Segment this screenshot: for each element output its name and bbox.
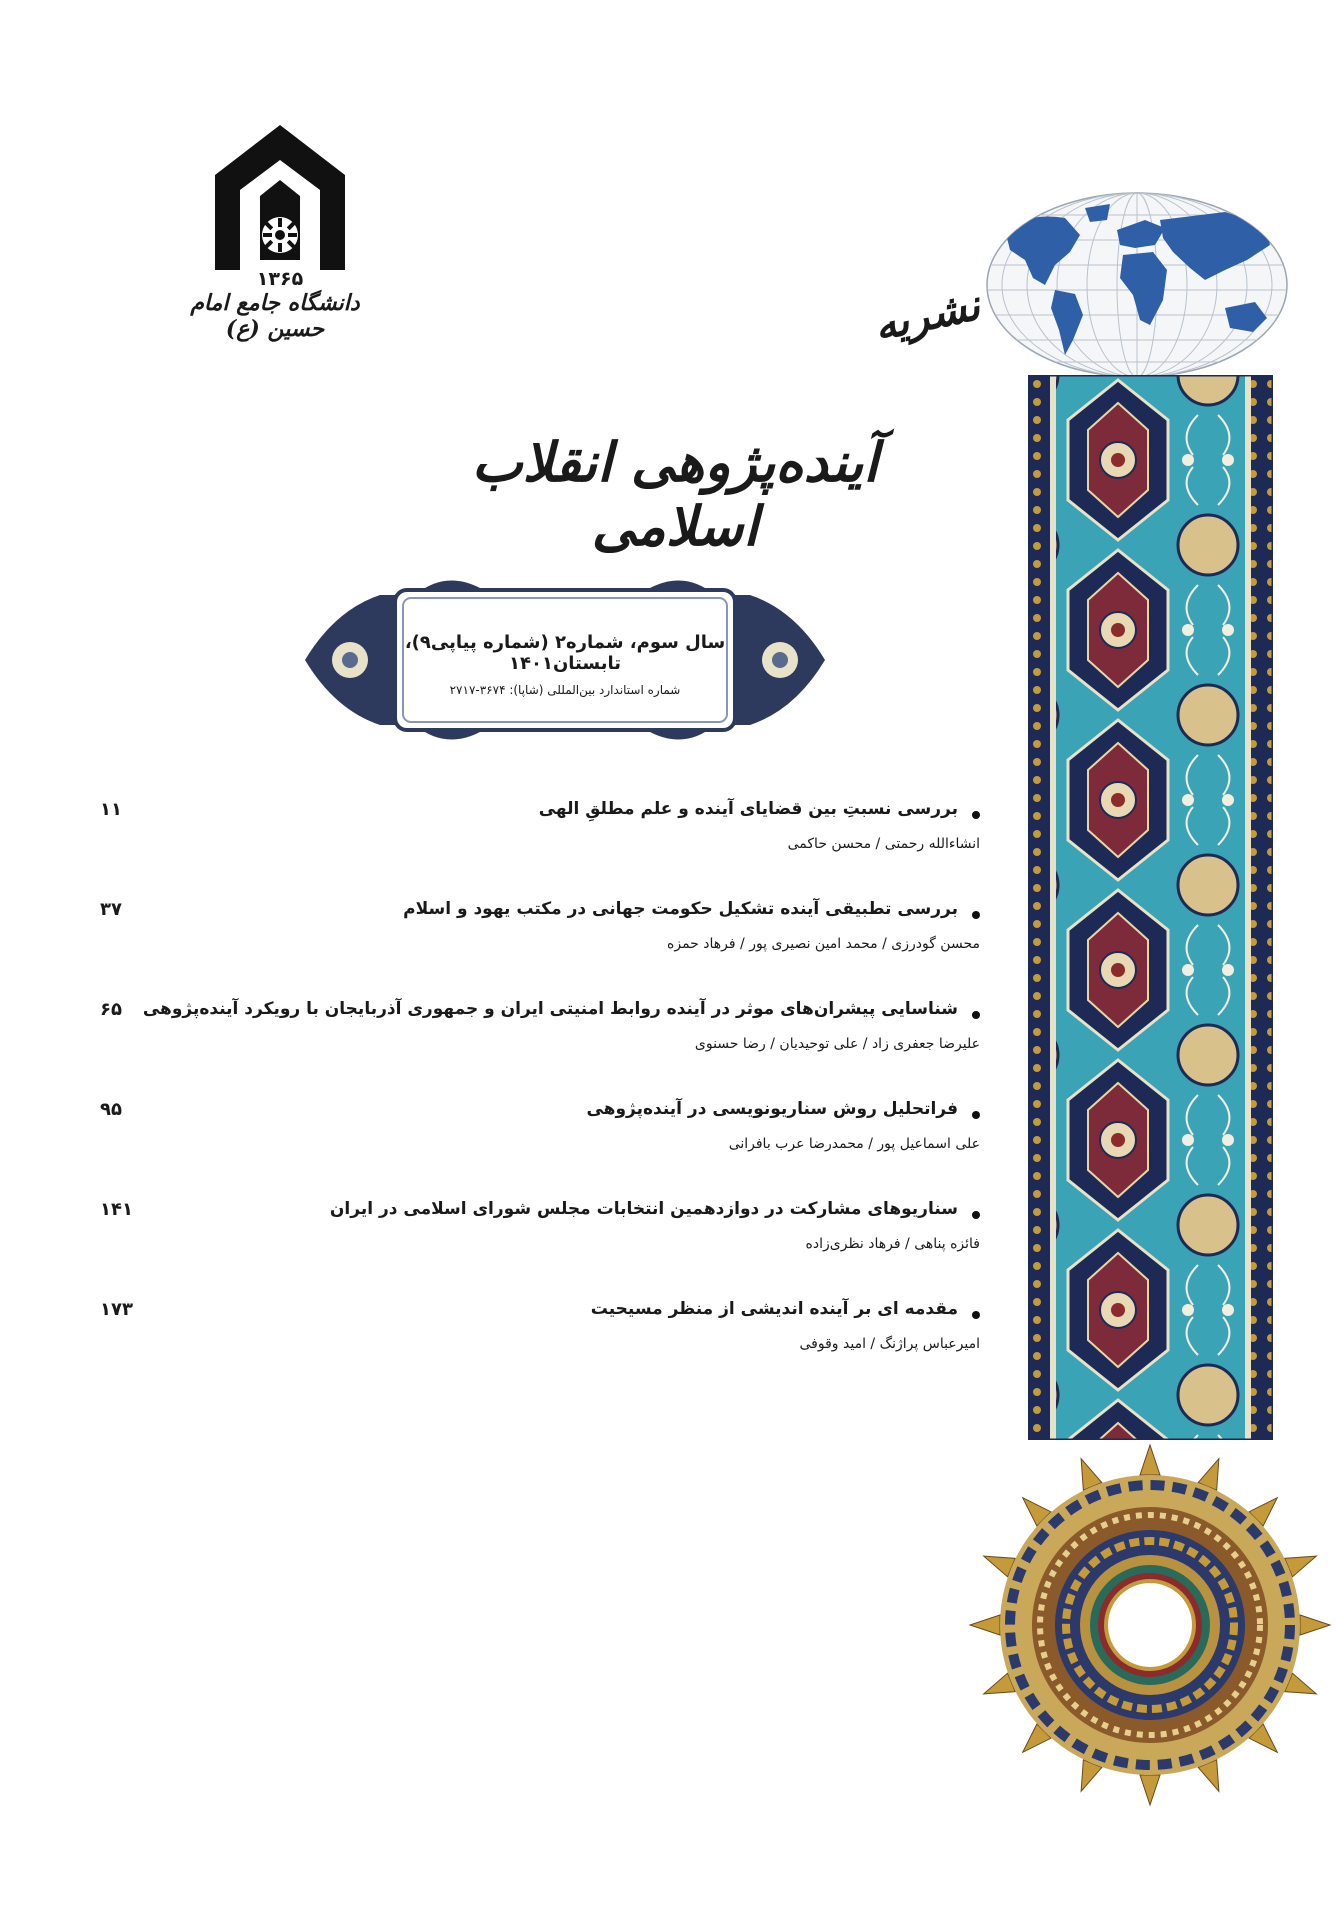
issn-line: شماره استاندارد بین‌المللی (شاپا): ۳۶۷۴-۲۷۱۷ xyxy=(449,683,681,697)
toc-article-title: فراتحلیل روش سناریونویسی در آینده‌پژوهی xyxy=(586,1099,958,1119)
toc-entry[interactable] xyxy=(100,1099,980,1185)
journal-label: نشریه xyxy=(869,280,985,351)
toc-article-authors: علی اسماعیل پور / محمدرضا عرب بافرانی xyxy=(728,1136,980,1152)
toc-entry[interactable] xyxy=(100,899,980,985)
bullet-icon xyxy=(972,1111,980,1119)
toc-entry[interactable] xyxy=(100,1199,980,1285)
bullet-icon xyxy=(972,1311,980,1319)
toc-article-authors: فائزه پناهی / فرهاد نظری‌زاده xyxy=(805,1236,980,1252)
bullet-icon xyxy=(972,811,980,819)
issue-volume-line: سال سوم، شماره۲ (شماره پیاپی۹)، تابستان۱۴۰۱ xyxy=(404,632,726,674)
toc-article-title: بررسی نسبتِ بین قضایای آینده و علم مطلقِ الهی xyxy=(538,799,958,819)
toc-page-number: ۶۵ xyxy=(100,999,122,1020)
toc-entry[interactable] xyxy=(100,1299,980,1385)
decorative-rosette xyxy=(965,1440,1335,1810)
toc-article-title: بررسی تطبیقی آینده تشکیل حکومت جهانی در مکتب یهود و اسلام xyxy=(403,899,958,919)
toc-page-number: ۱۷۳ xyxy=(100,1299,133,1320)
toc-page-number: ۱۱ xyxy=(100,799,122,820)
bullet-icon xyxy=(972,1211,980,1219)
toc-article-authors: علیرضا جعفری زاد / علی توحیدیان / رضا حسنوی xyxy=(694,1036,980,1052)
university-logo xyxy=(205,120,355,290)
toc-page-number: ۱۴۱ xyxy=(100,1199,133,1220)
toc-article-authors: محسن گودرزی / محمد امین نصیری پور / فرهاد حمزه xyxy=(667,936,980,952)
toc-page-number: ۹۵ xyxy=(100,1099,122,1120)
university-founding-year: ۱۳۶۵ xyxy=(256,268,304,290)
toc-entry[interactable] xyxy=(100,999,980,1085)
bullet-icon xyxy=(972,911,980,919)
toc-article-title: شناسایی پیشران‌های موثر در آینده روابط امنیتی ایران و جمهوری آذربایجان با رویکرد آینده‌پژوهی xyxy=(142,999,958,1019)
toc-page-number: ۳۷ xyxy=(100,899,122,920)
university-name: دانشگاه جامع امام حسین (ع) xyxy=(190,290,360,342)
bullet-icon xyxy=(972,1011,980,1019)
toc-article-title: سناریوهای مشارکت در دوازدهمین انتخابات مجلس شورای اسلامی در ایران xyxy=(329,1199,958,1219)
toc-article-authors: انشاءالله رحمتی / محسن حاکمی xyxy=(787,836,980,852)
journal-title: آینده‌پژوهی انقلاب اسلامی xyxy=(471,430,879,558)
toc-article-authors: امیرعباس پراژنگ / امید وقوفی xyxy=(799,1336,980,1352)
toc-article-title: مقدمه ای بر آینده اندیشی از منظر مسیحیت xyxy=(590,1299,958,1319)
toc-entry[interactable] xyxy=(100,799,980,885)
decorative-tile-border xyxy=(1028,375,1273,1440)
world-map-globe xyxy=(985,190,1290,380)
